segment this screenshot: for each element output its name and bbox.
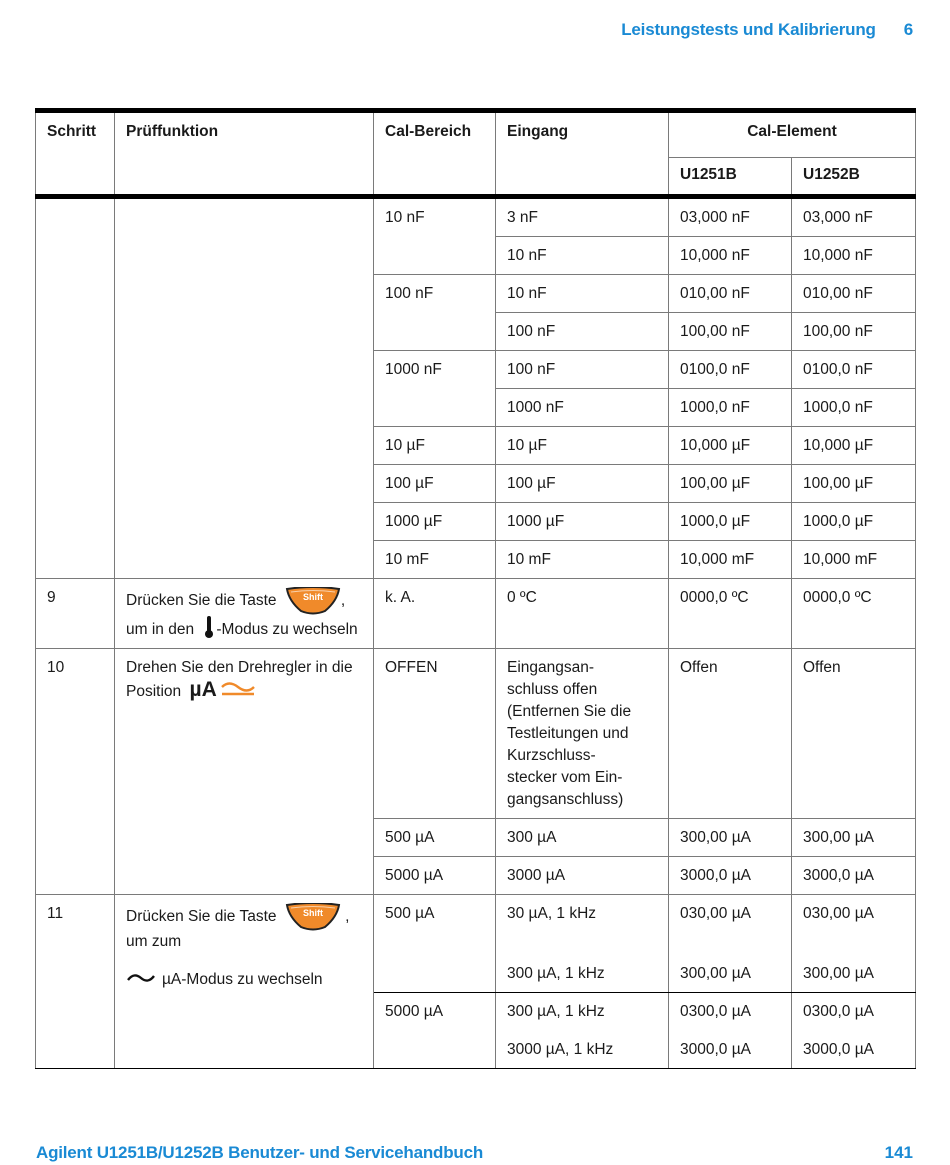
instruction-suffix: ,: [345, 908, 350, 925]
u1251b-cell: 03,000 nF: [669, 197, 792, 237]
instruction-text: Drücken Sie die Taste: [126, 592, 277, 609]
page-number: 141: [884, 1143, 913, 1162]
u1251b-cell: 1000,0 nF: [669, 389, 792, 427]
input-cell: 10 µF: [496, 427, 669, 465]
u1252b-cell: 1000,0 µF: [792, 503, 916, 541]
col-header-cal-element: Cal-Element: [669, 111, 916, 158]
u1251b-value: 030,00 µA: [680, 905, 751, 922]
u1252b-cell: [792, 895, 916, 993]
range-cell: 100 µF: [374, 465, 496, 503]
step-cell: 10: [36, 649, 115, 895]
input-cell: 1000 µF: [496, 503, 669, 541]
u1251b-cell: 010,00 nF: [669, 275, 792, 313]
u1252b-cell: 10,000 mF: [792, 541, 916, 579]
u1251b-cell: [669, 993, 792, 1069]
input-cell: 300 µA: [496, 819, 669, 857]
u1252b-cell: 1000,0 nF: [792, 389, 916, 427]
range-cell: 500 µA: [374, 819, 496, 857]
u1251b-cell: 0100,0 nF: [669, 351, 792, 389]
range-cell: 10 nF: [374, 197, 496, 275]
col-header-step: Schritt: [36, 111, 115, 197]
input-value: 30 µA, 1 kHz: [507, 905, 597, 922]
instruction-text: Position: [126, 683, 182, 700]
u1252b-cell: 100,00 µF: [792, 465, 916, 503]
instruction-text: um zum: [126, 933, 182, 950]
shift-key-icon: [285, 587, 341, 615]
range-cell: OFFEN: [374, 649, 496, 819]
col-header-input: Eingang: [496, 111, 669, 197]
calibration-table: [35, 108, 916, 1069]
input-cell: 1000 nF: [496, 389, 669, 427]
shift-key-icon: [285, 903, 341, 931]
step-9-section: [36, 579, 916, 649]
u1252b-cell: 010,00 nF: [792, 275, 916, 313]
input-line: stecker vom Ein-: [507, 769, 623, 786]
instruction-line: [126, 903, 373, 931]
function-cell: [115, 197, 374, 579]
input-cell: 10 mF: [496, 541, 669, 579]
capacitance-section: [36, 197, 916, 579]
running-header: [621, 20, 913, 40]
u1252b-cell: 300,00 µA: [792, 819, 916, 857]
input-cell: 100 nF: [496, 351, 669, 389]
instruction-text: Drücken Sie die Taste: [126, 908, 277, 925]
table-row: [36, 197, 916, 237]
input-line: Eingangsan-: [507, 659, 595, 676]
u1251b-cell: 10,000 mF: [669, 541, 792, 579]
col-header-u1251b: U1251B: [669, 158, 792, 197]
u1251b-cell: [669, 895, 792, 993]
step-cell: 11: [36, 895, 115, 1069]
table-row: [36, 895, 916, 993]
u1252b-cell: [792, 993, 916, 1069]
input-cell: 3 nF: [496, 197, 669, 237]
u1251b-value: 3000,0 µA: [680, 1041, 751, 1058]
instruction-line: [126, 679, 373, 703]
function-cell: [115, 895, 374, 1069]
u1251b-cell: 100,00 nF: [669, 313, 792, 351]
input-cell: [496, 993, 669, 1069]
range-cell: 5000 µA: [374, 993, 496, 1069]
range-cell: k. A.: [374, 579, 496, 649]
ac-tilde-icon: [126, 972, 156, 984]
ua-symbol: µA: [189, 678, 217, 701]
u1252b-value: 0300,0 µA: [803, 1003, 874, 1020]
instruction-text: Drehen Sie den Drehregler in die: [126, 659, 353, 676]
step-cell: [36, 197, 115, 579]
shift-key-label: Shift: [302, 592, 323, 602]
range-cell: 100 nF: [374, 275, 496, 351]
range-cell: 5000 µA: [374, 857, 496, 895]
u1252b-cell: Offen: [792, 649, 916, 819]
u1251b-cell: Offen: [669, 649, 792, 819]
step-11-section: [36, 895, 916, 1069]
range-cell: 10 mF: [374, 541, 496, 579]
ac-wave-icon: [221, 681, 255, 697]
range-cell: 500 µA: [374, 895, 496, 993]
instruction-text: µA-Modus zu wechseln: [162, 971, 323, 988]
shift-key-label: Shift: [302, 908, 323, 918]
input-line: schluss offen: [507, 681, 598, 698]
u1252b-cell: 10,000 µF: [792, 427, 916, 465]
u1252b-value: 3000,0 µA: [803, 1041, 874, 1058]
u1252b-cell: 0000,0 ºC: [792, 579, 916, 649]
col-header-function: Prüffunktion: [115, 111, 374, 197]
u1251b-value: 0300,0 µA: [680, 1003, 751, 1020]
thermometer-icon: [204, 615, 214, 639]
input-cell: 10 nF: [496, 275, 669, 313]
input-line: Testleitungen und: [507, 725, 629, 742]
col-header-u1252b: U1252B: [792, 158, 916, 197]
footer-title: Agilent U1251B/U1252B Benutzer- und Servicehandbuch: [36, 1143, 484, 1162]
u1251b-cell: 10,000 µF: [669, 427, 792, 465]
input-value: 300 µA, 1 kHz: [507, 1003, 605, 1020]
input-cell: 3000 µA: [496, 857, 669, 895]
header-title: Leistungstests und Kalibrierung: [621, 20, 876, 39]
u1251b-cell: 3000,0 µA: [669, 857, 792, 895]
step-10-section: [36, 649, 916, 895]
table-row: [36, 649, 916, 819]
input-line: (Entfernen Sie die: [507, 703, 632, 720]
u1251b-cell: 300,00 µA: [669, 819, 792, 857]
input-cell: 10 nF: [496, 237, 669, 275]
range-cell: 1000 µF: [374, 503, 496, 541]
u1251b-cell: 1000,0 µF: [669, 503, 792, 541]
input-cell: 100 µF: [496, 465, 669, 503]
u1252b-cell: 100,00 nF: [792, 313, 916, 351]
instruction-line: [126, 969, 373, 991]
function-cell: [115, 649, 374, 895]
u1252b-cell: 0100,0 nF: [792, 351, 916, 389]
u1252b-cell: 10,000 nF: [792, 237, 916, 275]
instruction-text: -Modus zu wechseln: [216, 621, 358, 638]
u1252b-value: 030,00 µA: [803, 905, 874, 922]
input-cell: [496, 895, 669, 993]
input-value: 300 µA, 1 kHz: [507, 965, 605, 982]
col-header-range: Cal-Bereich: [374, 111, 496, 197]
input-line: gangsanschluss): [507, 791, 624, 808]
u1252b-value: 300,00 µA: [803, 965, 874, 982]
instruction-suffix: ,: [340, 592, 346, 609]
range-cell: 10 µF: [374, 427, 496, 465]
input-cell: 0 ºC: [496, 579, 669, 649]
instruction-text: um in den: [126, 621, 195, 638]
input-line: Kurzschluss-: [507, 747, 596, 764]
u1251b-cell: 10,000 nF: [669, 237, 792, 275]
chapter-number: 6: [903, 20, 913, 39]
input-value: 3000 µA, 1 kHz: [507, 1041, 614, 1058]
u1252b-cell: 3000,0 µA: [792, 857, 916, 895]
table-row: [36, 579, 916, 649]
u1251b-value: 300,00 µA: [680, 965, 751, 982]
step-cell: 9: [36, 579, 115, 649]
range-cell: 1000 nF: [374, 351, 496, 427]
input-cell: [496, 649, 669, 819]
u1251b-cell: 0000,0 ºC: [669, 579, 792, 649]
u1251b-cell: 100,00 µF: [669, 465, 792, 503]
function-cell: [115, 579, 374, 649]
u1252b-cell: 03,000 nF: [792, 197, 916, 237]
instruction-line: [126, 615, 373, 641]
input-cell: 100 nF: [496, 313, 669, 351]
instruction-line: [126, 587, 373, 615]
